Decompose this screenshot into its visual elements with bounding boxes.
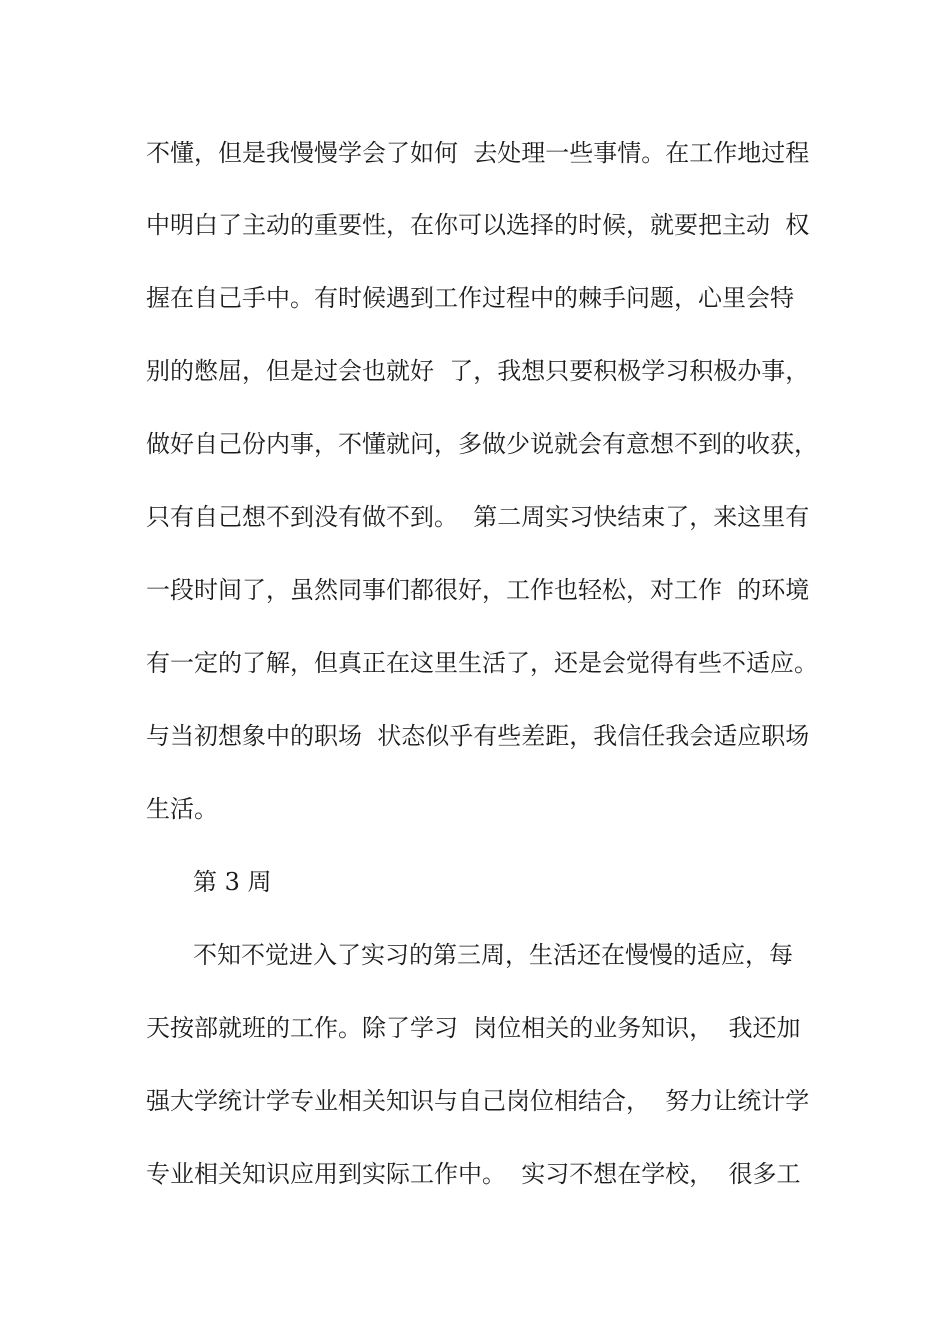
text-line: 握在自己手中。有时候遇到工作过程中的棘手问题，心里会特 [146, 284, 794, 312]
section-heading: 第 3 周 [193, 868, 272, 896]
text-line: 别的憋屈，但是过会也就好 了，我想只要积极学习积极办事， [146, 357, 810, 385]
text-line: 专业相关知识应用到实际工作中。 实习不想在学校， 很多工 [146, 1160, 801, 1188]
text-line: 不懂，但是我慢慢学会了如何 去处理一些事情。在工作地过程 [146, 139, 810, 167]
text-line: 中明白了主动的重要性，在你可以选择的时候，就要把主动 权 [146, 211, 810, 239]
text-line: 强大学统计学专业相关知识与自己岗位相结合， 努力让统计学 [146, 1087, 810, 1115]
text-line: 做好自己份内事，不懂就问，多做少说就会有意想不到的收获， [146, 430, 818, 458]
text-line: 有一定的了解，但真正在这里生活了，还是会觉得有些不适应。 [146, 649, 818, 677]
text-line: 生活。 [146, 795, 218, 823]
text-line: 不知不觉进入了实习的第三周，生活还在慢慢的适应，每 [193, 941, 793, 969]
text-line: 一段时间了，虽然同事们都很好，工作也轻松，对工作 的环境 [146, 576, 810, 604]
text-line: 天按部就班的工作。除了学习 岗位相关的业务知识， 我还加 [146, 1014, 801, 1042]
text-line: 只有自己想不到没有做不到。 第二周实习快结束了，来这里有 [146, 503, 810, 531]
text-line: 与当初想象中的职场 状态似乎有些差距，我信任我会适应职场 [146, 722, 810, 750]
